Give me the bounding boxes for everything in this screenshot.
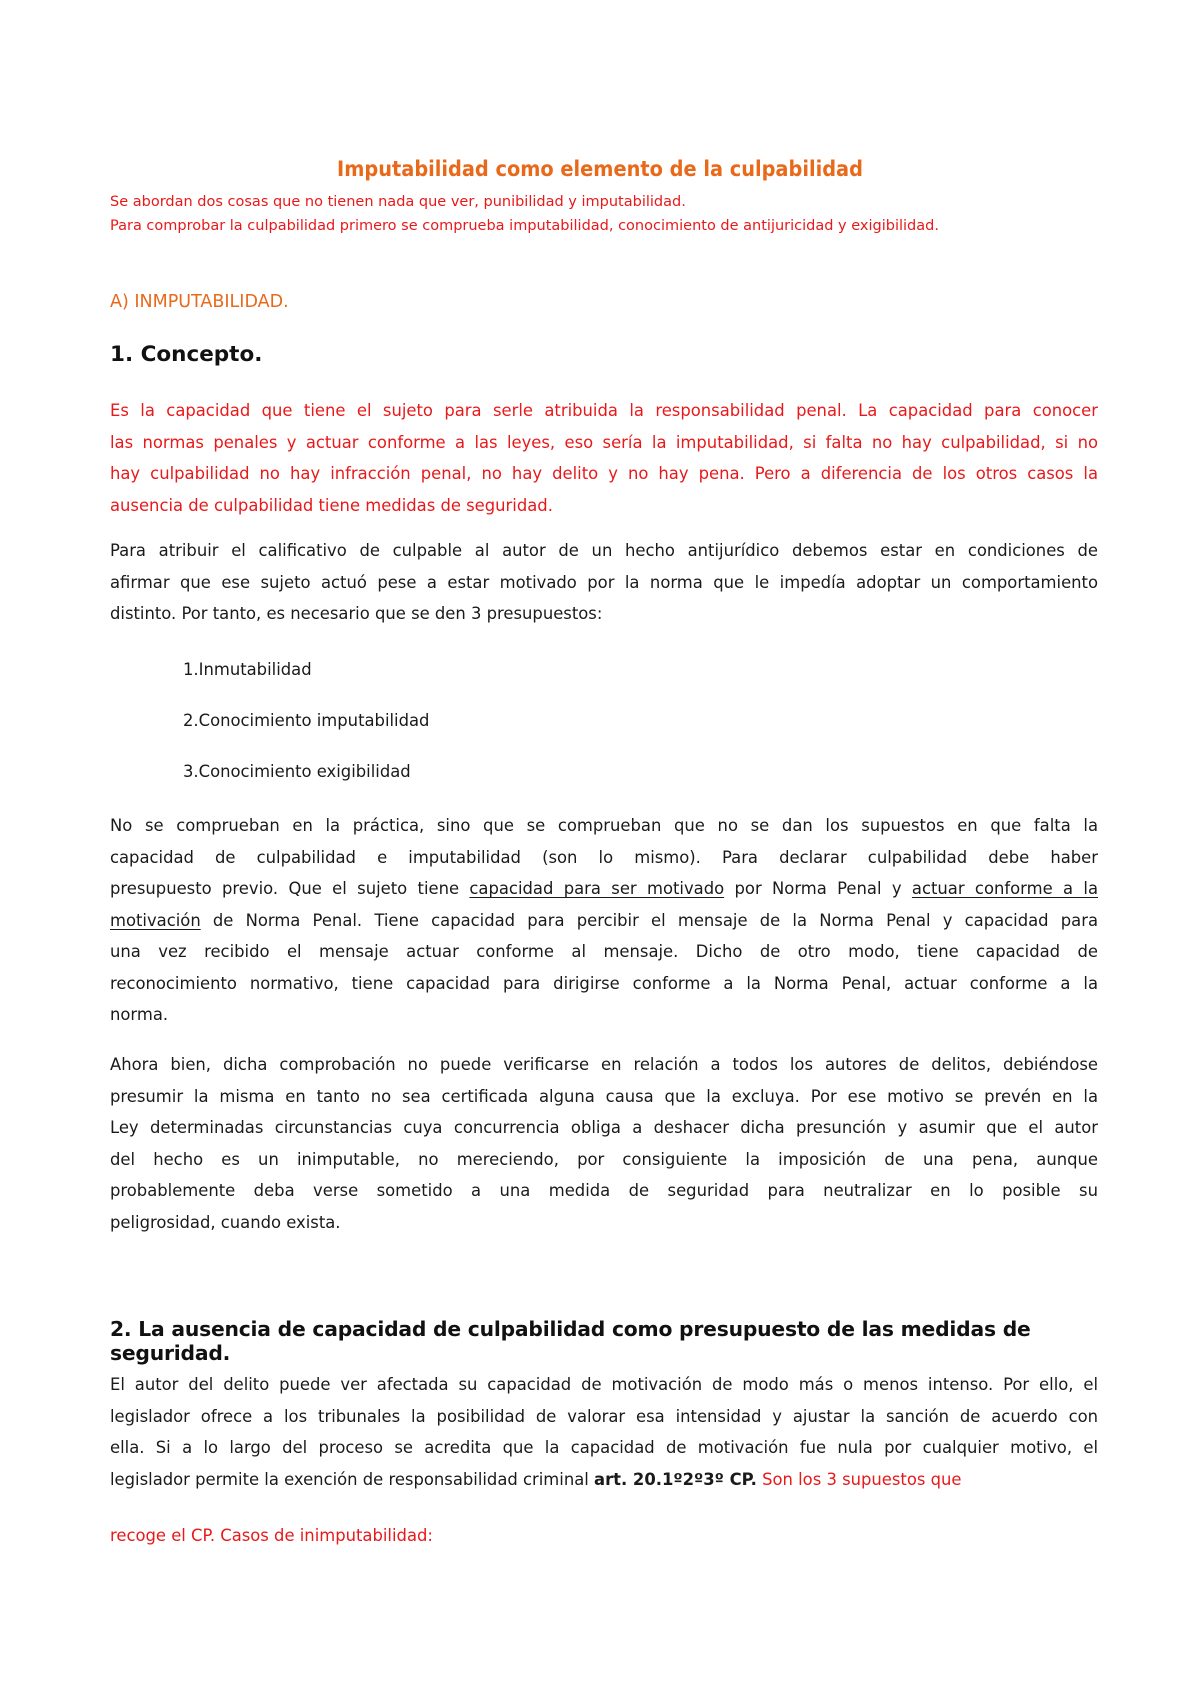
intro-note — [110, 190, 1098, 238]
text-run: de Norma Penal. Tiene capacidad para percibir el mensaje de la Norma Penal y capacidad para — [200, 910, 1098, 930]
atribuir-paragraph — [110, 535, 1098, 630]
paragraph-line: capacidad de culpabilidad e imputabilidad (son lo mismo). Para declarar culpabilidad debe haber — [110, 847, 1098, 867]
paragraph-line: afirmar que ese sujeto actuó pese a estar motivado por la norma que le impedía adoptar un comportamiento — [110, 572, 1098, 592]
paragraph-line: del hecho es un inimputable, no mereciendo, por consiguiente la imposición de una pena, aunque — [110, 1149, 1098, 1169]
recoge-line: recoge el CP. Casos de inimputabilidad: — [110, 1526, 433, 1545]
paragraph-line: las normas penales y actuar conforme a las leyes, eso sería la imputabilidad, si falta no hay culpabilidad, si no — [110, 432, 1098, 452]
paragraph-line: presumir la misma en tanto no sea certificada alguna causa que la excluya. Por ese motivo se prevén en la — [110, 1086, 1098, 1106]
paragraph-line: probablemente deba verse sometido a una medida de seguridad para neutralizar en lo posible su — [110, 1181, 1098, 1200]
concepto-heading: 1. Concepto. — [110, 342, 263, 367]
paragraph-line: Ley determinadas circunstancias cuya concurrencia obliga a deshacer dicha presunción y asumir que el autor — [110, 1118, 1098, 1137]
text-run: por Norma Penal y — [724, 879, 912, 898]
presupuesto-item: 2.Conocimiento imputabilidad — [183, 711, 430, 730]
paragraph-line: hay culpabilidad no hay infracción penal, no hay delito y no hay pena. Pero a diferencia de los otros casos la — [110, 464, 1098, 483]
paragraph-line: legislador ofrece a los tribunales la posibilidad de valorar esa intensidad y ajustar la sanción de acuerdo con — [110, 1406, 1098, 1426]
red-text-run: Son los 3 supuestos que — [756, 1469, 962, 1489]
paragraph-line: ausencia de culpabilidad tiene medidas de seguridad. — [110, 495, 553, 515]
underlined-text: motivación — [110, 910, 201, 930]
paragraph-line — [110, 1464, 1098, 1496]
ahora-paragraph — [110, 1049, 1098, 1238]
underlined-text: capacidad para ser motivado — [469, 879, 725, 898]
paragraph-line: reconocimiento normativo, tiene capacidad para dirigirse conforme a la Norma Penal, actuar conforme a la — [110, 973, 1098, 993]
presupuesto-item: 1.Inmutabilidad — [183, 660, 312, 679]
paragraph-line: Para atribuir el calificativo de culpable al autor de un hecho antijurídico debemos estar en condiciones de — [110, 541, 1098, 560]
section-a-heading: A) INMPUTABILIDAD. — [110, 292, 289, 312]
paragraph-line: una vez recibido el mensaje actuar conforme al mensaje. Dicho de otro modo, tiene capacidad de — [110, 942, 1098, 961]
autor-paragraph — [110, 1369, 1098, 1495]
concepto-paragraph — [110, 395, 1098, 521]
paragraph-line — [110, 905, 1098, 937]
paragraph-line: distinto. Por tanto, es necesario que se den 3 presupuestos: — [110, 604, 603, 623]
paragraph-line: No se comprueban en la práctica, sino que se comprueban que no se dan los supuestos en que falta la — [110, 816, 1098, 835]
paragraph-line: Ahora bien, dicha comprobación no puede verificarse en relación a todos los autores de delitos, debiéndose — [110, 1055, 1098, 1074]
paragraph-line: norma. — [110, 1005, 169, 1024]
document-title: Imputabilidad como elemento de la culpabilidad — [337, 157, 863, 182]
paragraph-line: Es la capacidad que tiene el sujeto para serle atribuida la responsabilidad penal. La capacidad para conocer — [110, 401, 1098, 420]
article-reference: art. 20.1º2º3º CP. — [594, 1469, 757, 1489]
underlined-text: actuar conforme a la — [911, 879, 1099, 898]
presupuesto-item: 3.Conocimiento exigibilidad — [183, 762, 411, 781]
paragraph-line: peligrosidad, cuando exista. — [110, 1212, 341, 1232]
text-run: presupuesto previo. Que el sujeto tiene — [110, 879, 470, 898]
section-2-heading: 2. La ausencia de capacidad de culpabilidad como presupuesto de las medidas de seguridad. — [110, 1317, 1031, 1365]
text-run: legislador permite la exención de responsabilidad criminal — [110, 1469, 595, 1489]
intro-line: Para comprobar la culpabilidad primero se comprueba imputabilidad, conocimiento de antijuricidad y exigibilidad. — [110, 218, 939, 234]
paragraph-line: ella. Si a lo largo del proceso se acredita que la capacidad de motivación fue nula por cualquier motivo, el — [110, 1438, 1098, 1457]
paragraph-line: El autor del delito puede ver afectada su capacidad de motivación de modo más o menos intenso. Por ello, el — [110, 1375, 1098, 1394]
comprueban-paragraph — [110, 810, 1098, 1031]
paragraph-line — [110, 873, 1098, 905]
intro-line: Se abordan dos cosas que no tienen nada que ver, punibilidad y imputabilidad. — [110, 194, 686, 210]
